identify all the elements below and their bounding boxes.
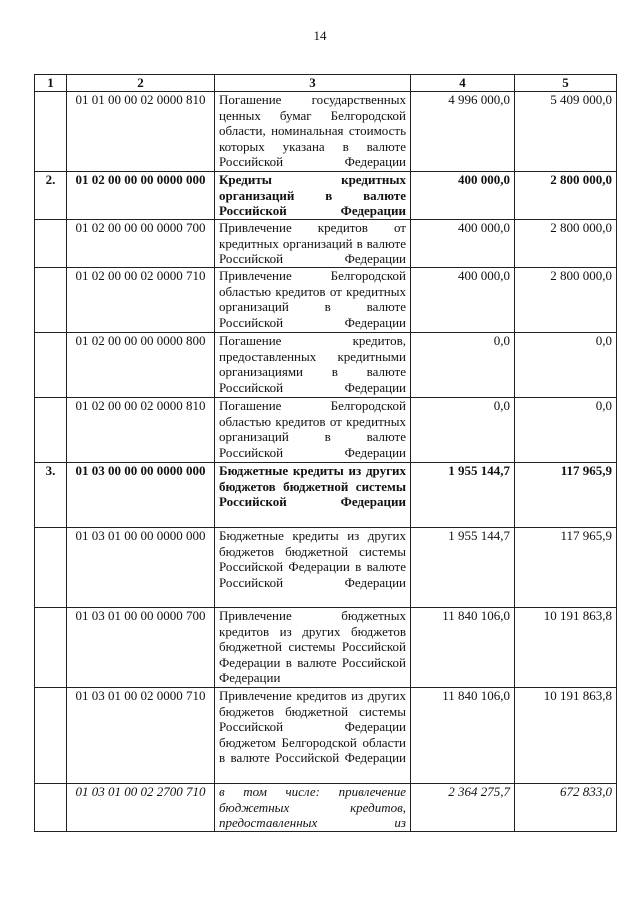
- table-row: [35, 608, 617, 688]
- table-row: [35, 528, 617, 608]
- table-row-section: [35, 463, 617, 528]
- budget-code: 01 02 00 00 02 0000 810: [67, 398, 215, 463]
- value-col-4: 400 000,0: [411, 172, 515, 220]
- budget-code: 01 03 01 00 00 0000 000: [67, 528, 215, 608]
- value-col-4: 0,0: [411, 398, 515, 463]
- value-col-5: 672 833,0: [515, 784, 617, 832]
- value-col-5: 10 191 863,8: [515, 688, 617, 784]
- row-description: Привлечение бюджетных кредитов из других бюджетов бюджетной системы Российской Федерации в валюте Российской Федерации: [215, 608, 411, 688]
- value-col-4: 11 840 106,0: [411, 608, 515, 688]
- budget-code: 01 03 00 00 00 0000 000: [67, 463, 215, 528]
- value-col-4: 400 000,0: [411, 220, 515, 268]
- row-number: [35, 528, 67, 608]
- row-description: в том числе: привлечение бюджетных кредитов, предоставленных из: [215, 784, 411, 832]
- row-number: [35, 92, 67, 172]
- budget-code: 01 02 00 00 00 0000 800: [67, 333, 215, 398]
- value-col-5: 2 800 000,0: [515, 220, 617, 268]
- row-number: [35, 333, 67, 398]
- row-description: Привлечение кредитов от кредитных организаций в валюте Российской Федерации: [215, 220, 411, 268]
- row-number: 3.: [35, 463, 67, 528]
- page-number: 14: [313, 28, 327, 43]
- table-row: [35, 92, 617, 172]
- table-row: [35, 220, 617, 268]
- value-col-5: 117 965,9: [515, 528, 617, 608]
- header-col-2: 2: [67, 75, 215, 92]
- value-col-5: 5 409 000,0: [515, 92, 617, 172]
- budget-code: 01 03 01 00 00 0000 700: [67, 608, 215, 688]
- header-col-4: 4: [411, 75, 515, 92]
- row-number: [35, 398, 67, 463]
- row-description: Привлечение Белгородской областью кредитов от кредитных организаций в валюте Российской Федерации: [215, 268, 411, 333]
- value-col-5: 0,0: [515, 398, 617, 463]
- header-col-5: 5: [515, 75, 617, 92]
- row-number: [35, 784, 67, 832]
- table-header-row: [35, 75, 617, 92]
- value-col-4: 1 955 144,7: [411, 463, 515, 528]
- value-col-5: 2 800 000,0: [515, 268, 617, 333]
- budget-code: 01 02 00 00 00 0000 700: [67, 220, 215, 268]
- row-number: 2.: [35, 172, 67, 220]
- value-col-4: 4 996 000,0: [411, 92, 515, 172]
- row-number: [35, 220, 67, 268]
- budget-code: 01 02 00 00 02 0000 710: [67, 268, 215, 333]
- row-description: Бюджетные кредиты из других бюджетов бюджетной системы Российской Федерации в валюте Российской Федерации: [215, 528, 411, 608]
- budget-code: 01 02 00 00 00 0000 000: [67, 172, 215, 220]
- table-row-section: [35, 172, 617, 220]
- budget-code: 01 03 01 00 02 2700 710: [67, 784, 215, 832]
- value-col-4: 0,0: [411, 333, 515, 398]
- value-col-4: 11 840 106,0: [411, 688, 515, 784]
- row-description: Погашение Белгородской областью кредитов от кредитных организаций в валюте Российской Федерации: [215, 398, 411, 463]
- row-description: Привлечение кредитов из других бюджетов бюджетной системы Российской Федерации бюджетом Белгородской области в валюте Российской Федерации: [215, 688, 411, 784]
- value-col-5: 10 191 863,8: [515, 608, 617, 688]
- table-row: [35, 688, 617, 784]
- value-col-4: 2 364 275,7: [411, 784, 515, 832]
- budget-table: [34, 74, 617, 832]
- budget-code: 01 01 00 00 02 0000 810: [67, 92, 215, 172]
- row-description: Погашение государственных ценных бумаг Белгородской области, номинальная стоимость которых указана в валюте Российской Федерации: [215, 92, 411, 172]
- row-number: [35, 688, 67, 784]
- header-col-3: 3: [215, 75, 411, 92]
- value-col-4: 1 955 144,7: [411, 528, 515, 608]
- value-col-5: 117 965,9: [515, 463, 617, 528]
- table-row-italic: [35, 784, 617, 832]
- table-row: [35, 333, 617, 398]
- budget-code: 01 03 01 00 02 0000 710: [67, 688, 215, 784]
- value-col-5: 2 800 000,0: [515, 172, 617, 220]
- row-description: Бюджетные кредиты из других бюджетов бюджетной системы Российской Федерации: [215, 463, 411, 528]
- row-number: [35, 268, 67, 333]
- table-row: [35, 268, 617, 333]
- row-number: [35, 608, 67, 688]
- table-row: [35, 398, 617, 463]
- row-description: Погашение кредитов, предоставленных кредитными организациями в валюте Российской Федерации: [215, 333, 411, 398]
- row-description: Кредиты кредитных организаций в валюте Российской Федерации: [215, 172, 411, 220]
- value-col-5: 0,0: [515, 333, 617, 398]
- header-col-1: 1: [35, 75, 67, 92]
- value-col-4: 400 000,0: [411, 268, 515, 333]
